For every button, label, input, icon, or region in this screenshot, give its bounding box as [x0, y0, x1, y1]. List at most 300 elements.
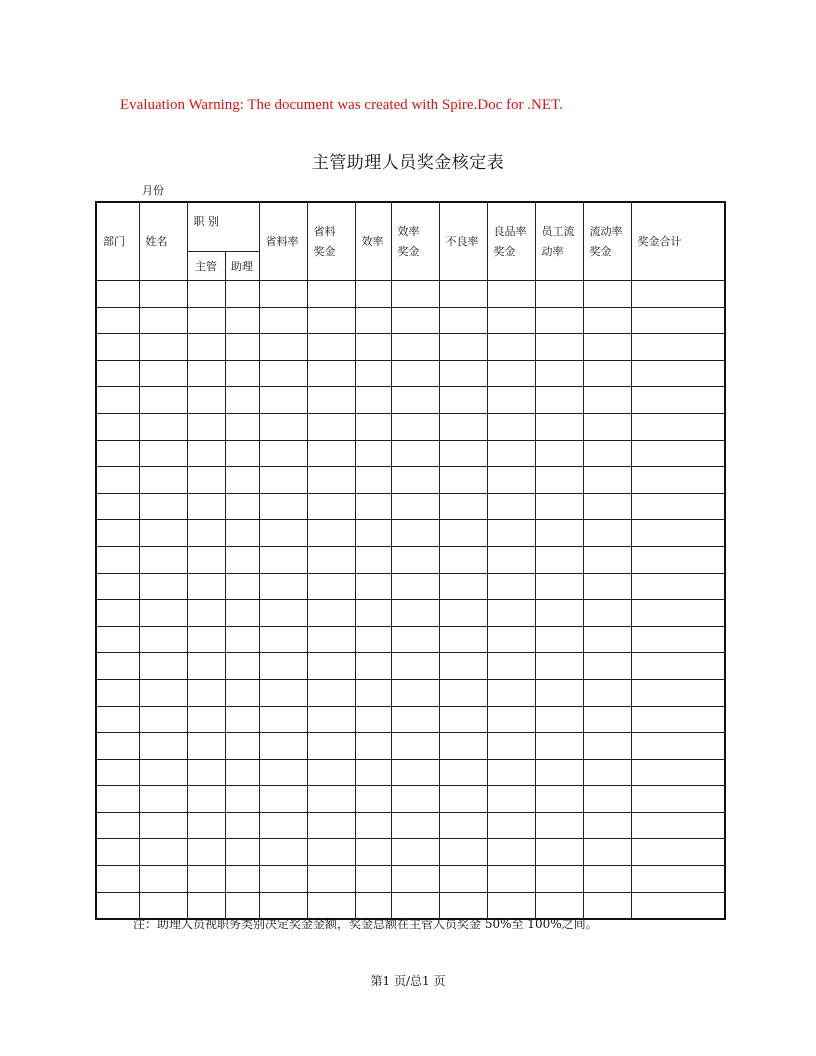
table-cell: [487, 866, 535, 893]
table-row: [96, 573, 725, 600]
table-cell: [355, 440, 391, 467]
table-cell: [259, 839, 307, 866]
table-cell: [631, 812, 725, 839]
table-cell: [139, 493, 187, 520]
table-cell: [535, 467, 583, 494]
table-cell: [535, 387, 583, 414]
table-cell: [187, 866, 225, 893]
table-cell: [487, 679, 535, 706]
table-cell: [391, 679, 439, 706]
table-row: [96, 786, 725, 813]
table-row: [96, 334, 725, 361]
table-cell: [355, 281, 391, 308]
table-cell: [535, 786, 583, 813]
table-cell: [535, 626, 583, 653]
table-cell: [439, 520, 487, 547]
table-cell: [439, 786, 487, 813]
table-cell: [307, 334, 355, 361]
table-cell: [307, 626, 355, 653]
table-cell: [355, 360, 391, 387]
table-cell: [187, 520, 225, 547]
table-cell: [259, 573, 307, 600]
table-cell: [96, 413, 139, 440]
table-cell: [187, 493, 225, 520]
table-cell: [259, 334, 307, 361]
table-row: [96, 653, 725, 680]
table-cell: [259, 600, 307, 627]
table-cell: [631, 334, 725, 361]
table-cell: [259, 786, 307, 813]
table-row: [96, 360, 725, 387]
table-cell: [96, 307, 139, 334]
table-cell: [391, 706, 439, 733]
table-row: [96, 520, 725, 547]
table-cell: [535, 706, 583, 733]
table-cell: [631, 360, 725, 387]
table-cell: [487, 573, 535, 600]
table-cell: [225, 733, 259, 760]
table-cell: [259, 759, 307, 786]
table-cell: [307, 786, 355, 813]
table-cell: [391, 546, 439, 573]
evaluation-warning: Evaluation Warning: The document was created with Spire.Doc for .NET.: [120, 97, 563, 113]
table-cell: [631, 600, 725, 627]
table-cell: [439, 413, 487, 440]
table-cell: [535, 281, 583, 308]
table-cell: [439, 467, 487, 494]
table-cell: [439, 866, 487, 893]
table-cell: [187, 759, 225, 786]
table-cell: [225, 706, 259, 733]
table-cell: [96, 812, 139, 839]
table-cell: [139, 626, 187, 653]
table-cell: [187, 706, 225, 733]
table-cell: [439, 387, 487, 414]
table-cell: [631, 706, 725, 733]
table-cell: [259, 653, 307, 680]
table-cell: [439, 812, 487, 839]
table-cell: [225, 413, 259, 440]
table-cell: [631, 546, 725, 573]
table-cell: [535, 493, 583, 520]
table-cell: [355, 653, 391, 680]
table-cell: [225, 307, 259, 334]
table-cell: [535, 413, 583, 440]
table-cell: [631, 653, 725, 680]
table-cell: [96, 440, 139, 467]
table-cell: [96, 759, 139, 786]
table-cell: [225, 440, 259, 467]
table-cell: [187, 307, 225, 334]
table-cell: [583, 706, 631, 733]
table-cell: [96, 653, 139, 680]
header-efficiency-bonus-line1: 效率: [397, 224, 420, 238]
table-cell: [187, 440, 225, 467]
table-cell: [439, 600, 487, 627]
table-row: [96, 812, 725, 839]
table-cell: [225, 600, 259, 627]
table-cell: [487, 387, 535, 414]
table-cell: [583, 839, 631, 866]
table-cell: [307, 520, 355, 547]
table-cell: [187, 360, 225, 387]
table-cell: [355, 387, 391, 414]
table-cell: [439, 626, 487, 653]
header-material-bonus-line1: 省料: [313, 224, 336, 238]
table-cell: [439, 573, 487, 600]
table-cell: [96, 786, 139, 813]
table-cell: [391, 866, 439, 893]
table-cell: [307, 573, 355, 600]
table-cell: [187, 387, 225, 414]
table-cell: [307, 679, 355, 706]
table-cell: [391, 520, 439, 547]
table-cell: [139, 573, 187, 600]
table-cell: [307, 387, 355, 414]
table-cell: [96, 387, 139, 414]
table-cell: [96, 679, 139, 706]
header-turnover-bonus: [583, 202, 631, 281]
table-cell: [355, 626, 391, 653]
table-cell: [631, 467, 725, 494]
table-cell: [631, 307, 725, 334]
table-cell: [139, 413, 187, 440]
table-cell: [187, 467, 225, 494]
table-cell: [487, 546, 535, 573]
table-cell: [487, 653, 535, 680]
table-cell: [535, 307, 583, 334]
table-row: [96, 440, 725, 467]
table-cell: [439, 679, 487, 706]
table-cell: [96, 626, 139, 653]
table-cell: [583, 573, 631, 600]
table-cell: [139, 866, 187, 893]
table-cell: [259, 307, 307, 334]
table-cell: [96, 520, 139, 547]
table-cell: [139, 360, 187, 387]
table-cell: [535, 759, 583, 786]
table-row: [96, 706, 725, 733]
table-cell: [139, 387, 187, 414]
table-cell: [535, 360, 583, 387]
table-cell: [187, 786, 225, 813]
table-cell: [583, 679, 631, 706]
table-row: [96, 387, 725, 414]
table-cell: [187, 546, 225, 573]
table-cell: [259, 413, 307, 440]
table-cell: [583, 493, 631, 520]
table-cell: [307, 812, 355, 839]
table-cell: [535, 812, 583, 839]
table-cell: [225, 679, 259, 706]
table-cell: [307, 360, 355, 387]
header-assistant: 助理: [225, 252, 259, 281]
table-cell: [583, 413, 631, 440]
header-efficiency-bonus: [391, 202, 439, 281]
table-cell: [355, 706, 391, 733]
table-cell: [439, 493, 487, 520]
table-cell: [259, 626, 307, 653]
table-cell: [391, 626, 439, 653]
table-cell: [631, 573, 725, 600]
table-cell: [439, 653, 487, 680]
table-row: [96, 546, 725, 573]
table-cell: [391, 573, 439, 600]
table-cell: [535, 334, 583, 361]
table-cell: [187, 600, 225, 627]
table-cell: [487, 706, 535, 733]
table-cell: [307, 281, 355, 308]
table-cell: [307, 839, 355, 866]
table-cell: [225, 759, 259, 786]
table-cell: [391, 600, 439, 627]
table-cell: [439, 706, 487, 733]
table-cell: [391, 733, 439, 760]
header-efficiency-bonus-line2: 奖金: [397, 244, 420, 258]
table-cell: [225, 493, 259, 520]
table-cell: [307, 493, 355, 520]
table-cell: [307, 467, 355, 494]
table-cell: [631, 759, 725, 786]
table-cell: [631, 493, 725, 520]
header-dept: 部门: [96, 202, 139, 281]
table-cell: [439, 546, 487, 573]
table-cell: [307, 733, 355, 760]
table-cell: [487, 360, 535, 387]
table-cell: [96, 334, 139, 361]
table-cell: [391, 413, 439, 440]
table-cell: [259, 546, 307, 573]
table-cell: [187, 281, 225, 308]
table-cell: [187, 653, 225, 680]
table-cell: [391, 307, 439, 334]
table-cell: [487, 281, 535, 308]
table-cell: [535, 839, 583, 866]
table-cell: [259, 440, 307, 467]
table-cell: [631, 440, 725, 467]
table-cell: [187, 679, 225, 706]
table-cell: [583, 334, 631, 361]
table-cell: [631, 520, 725, 547]
table-cell: [355, 786, 391, 813]
month-label: 月份: [142, 184, 164, 197]
table-cell: [139, 546, 187, 573]
table-cell: [487, 440, 535, 467]
table-cell: [583, 360, 631, 387]
table-row: [96, 733, 725, 760]
header-supervisor: 主管: [187, 252, 225, 281]
table-cell: [225, 467, 259, 494]
table-cell: [391, 387, 439, 414]
table-cell: [187, 626, 225, 653]
page-footer: 第1 页/总1 页: [370, 974, 446, 988]
table-row: [96, 759, 725, 786]
table-cell: [355, 467, 391, 494]
page-title: 主管助理人员奖金核定表: [311, 153, 505, 173]
table-cell: [391, 653, 439, 680]
table-cell: [307, 413, 355, 440]
table-cell: [139, 786, 187, 813]
table-cell: [355, 866, 391, 893]
header-quality-bonus-line1: 良品率: [493, 224, 527, 238]
table-cell: [355, 839, 391, 866]
table-cell: [631, 626, 725, 653]
table-cell: [439, 759, 487, 786]
table-cell: [139, 467, 187, 494]
table-cell: [96, 573, 139, 600]
table-row: [96, 839, 725, 866]
table-cell: [96, 360, 139, 387]
table-cell: [355, 307, 391, 334]
table-cell: [355, 600, 391, 627]
table-cell: [225, 626, 259, 653]
table-cell: [391, 812, 439, 839]
table-cell: [96, 546, 139, 573]
header-quality-bonus: [487, 202, 535, 281]
table-cell: [225, 653, 259, 680]
table-cell: [439, 733, 487, 760]
table-cell: [96, 839, 139, 866]
table-cell: [583, 812, 631, 839]
table-cell: [187, 812, 225, 839]
table-cell: [487, 493, 535, 520]
table-cell: [391, 493, 439, 520]
table-cell: [355, 679, 391, 706]
table-cell: [535, 866, 583, 893]
table-cell: [631, 679, 725, 706]
table-cell: [96, 733, 139, 760]
header-turnover: [535, 202, 583, 281]
footnote: 注：助理人员视职务类别决定奖金金额，奖金总额在主管人员奖金 50%至 100%之间。: [133, 917, 598, 931]
table-cell: [259, 812, 307, 839]
table-cell: [583, 281, 631, 308]
table-cell: [535, 653, 583, 680]
table-cell: [391, 839, 439, 866]
header-row: [96, 202, 725, 252]
table-cell: [187, 839, 225, 866]
table-cell: [139, 440, 187, 467]
table-cell: [631, 786, 725, 813]
table-cell: [259, 520, 307, 547]
table-cell: [631, 733, 725, 760]
table-cell: [307, 600, 355, 627]
table-cell: [631, 892, 725, 919]
table-cell: [391, 786, 439, 813]
table-cell: [139, 653, 187, 680]
table-row: [96, 281, 725, 308]
table-cell: [139, 600, 187, 627]
table-cell: [487, 307, 535, 334]
table-cell: [139, 706, 187, 733]
table-cell: [225, 812, 259, 839]
table-cell: [355, 573, 391, 600]
table-cell: [259, 360, 307, 387]
table-cell: [139, 839, 187, 866]
table-cell: [487, 600, 535, 627]
table-cell: [259, 467, 307, 494]
table-cell: [439, 360, 487, 387]
table-cell: [439, 440, 487, 467]
table-cell: [139, 759, 187, 786]
table-cell: [583, 467, 631, 494]
table-cell: [487, 839, 535, 866]
table-cell: [259, 281, 307, 308]
table-cell: [535, 733, 583, 760]
table-cell: [583, 546, 631, 573]
table-cell: [225, 839, 259, 866]
table-cell: [139, 812, 187, 839]
table-row: [96, 467, 725, 494]
header-name: 姓名: [139, 202, 187, 281]
table-cell: [96, 706, 139, 733]
table-cell: [307, 546, 355, 573]
table-cell: [487, 812, 535, 839]
table-cell: [225, 573, 259, 600]
table-cell: [307, 706, 355, 733]
table-cell: [187, 733, 225, 760]
table-cell: [439, 334, 487, 361]
table-cell: [583, 733, 631, 760]
table-cell: [631, 281, 725, 308]
table-cell: [631, 387, 725, 414]
table-cell: [225, 360, 259, 387]
table-cell: [631, 839, 725, 866]
table-cell: [439, 281, 487, 308]
table-cell: [391, 281, 439, 308]
table-cell: [187, 334, 225, 361]
table-cell: [139, 679, 187, 706]
table-cell: [139, 733, 187, 760]
table-cell: [355, 759, 391, 786]
table-cell: [487, 413, 535, 440]
bonus-table: [95, 201, 726, 920]
table-cell: [631, 413, 725, 440]
table-cell: [307, 440, 355, 467]
table-cell: [535, 520, 583, 547]
table-cell: [535, 600, 583, 627]
table-cell: [391, 759, 439, 786]
table-cell: [487, 786, 535, 813]
table-row: [96, 307, 725, 334]
table-cell: [96, 866, 139, 893]
table-row: [96, 600, 725, 627]
table-cell: [583, 520, 631, 547]
table-cell: [96, 281, 139, 308]
table-row: [96, 626, 725, 653]
header-turnover-bonus-line1: 流动率: [589, 224, 623, 238]
table-cell: [187, 413, 225, 440]
table-cell: [535, 679, 583, 706]
table-cell: [583, 653, 631, 680]
header-efficiency: 效率: [355, 202, 391, 281]
table-cell: [225, 281, 259, 308]
table-cell: [139, 334, 187, 361]
table-row: [96, 413, 725, 440]
table-cell: [439, 307, 487, 334]
table-cell: [487, 733, 535, 760]
table-cell: [139, 281, 187, 308]
table-row: [96, 493, 725, 520]
header-turnover-line1: 员工流: [541, 224, 575, 238]
table-cell: [225, 546, 259, 573]
table-cell: [139, 520, 187, 547]
table-cell: [355, 520, 391, 547]
table-cell: [583, 387, 631, 414]
table-cell: [225, 334, 259, 361]
header-material-bonus-line2: 奖金: [313, 244, 336, 258]
header-turnover-bonus-line2: 奖金: [589, 244, 612, 258]
table-cell: [307, 653, 355, 680]
